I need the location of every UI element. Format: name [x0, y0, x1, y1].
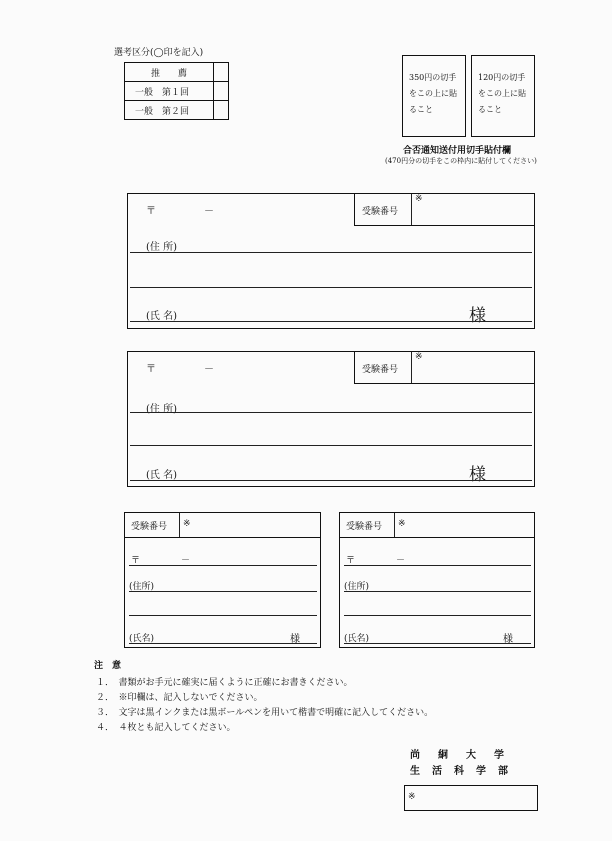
exam-number-mark: ※ — [415, 352, 423, 362]
address-label: (住所) — [129, 582, 155, 592]
address-line[interactable] — [129, 591, 317, 592]
exam-number-field[interactable] — [339, 512, 535, 538]
address-line[interactable] — [130, 252, 532, 253]
office-use-mark: ※ — [408, 792, 416, 802]
address-label-1 — [127, 193, 535, 329]
postal-dash: － — [204, 364, 214, 375]
stamp-caption: 合否通知送付用切手貼付欄 — [403, 146, 512, 156]
notes-item: ２． ※印欄は、記入しないでください。 — [96, 693, 263, 703]
stamp-text: ること — [478, 105, 502, 114]
honorific: 様 — [503, 634, 513, 645]
postal-line[interactable] — [129, 565, 317, 566]
selection-title: 選考区分(◯印を記入) — [114, 48, 204, 58]
name-line[interactable] — [344, 643, 531, 644]
name-label: (氏 名) — [146, 311, 177, 322]
name-line[interactable] — [130, 480, 532, 481]
honorific: 様 — [290, 634, 300, 645]
address-label: (住 所) — [146, 242, 177, 253]
exam-number-field[interactable] — [354, 193, 535, 226]
exam-number-field[interactable] — [354, 351, 535, 384]
postal-dash: － — [396, 556, 406, 566]
notes-item: １． 書類がお手元に確実に届くように正確にお書きください。 — [96, 678, 353, 688]
name-label: (氏 名) — [146, 470, 177, 481]
address-label-4 — [339, 512, 535, 648]
address-line[interactable] — [344, 591, 531, 592]
postal-mark: 〒 — [131, 556, 141, 566]
address-label: (住 所) — [146, 404, 177, 415]
exam-number-label: 受験番号 — [362, 207, 399, 217]
name-line[interactable] — [129, 643, 317, 644]
exam-number-label: 受験番号 — [131, 522, 168, 532]
stamp-text: ること — [409, 105, 433, 114]
stamp-text: をこの上に貼 — [478, 89, 526, 98]
selection-row — [125, 82, 229, 101]
selection-row — [125, 101, 229, 120]
notes-item: ４． ４枚とも記入してください。 — [96, 723, 236, 733]
office-use-box[interactable] — [404, 785, 538, 811]
address-line[interactable] — [130, 445, 532, 446]
selection-mark-cell[interactable] — [214, 82, 229, 101]
selection-table — [124, 62, 229, 120]
name-label: (氏名) — [129, 634, 155, 644]
stamp-text: をこの上に貼 — [409, 89, 457, 98]
selection-label: 推 薦 — [125, 63, 214, 82]
honorific: 様 — [469, 465, 486, 485]
stamp-text: 350円の切手 — [409, 73, 457, 82]
name-line[interactable] — [130, 321, 532, 322]
address-label-2 — [127, 351, 535, 487]
postal-mark: 〒 — [146, 206, 156, 217]
selection-mark-cell[interactable] — [214, 101, 229, 120]
selection-label: 一般 第２回 — [125, 101, 214, 120]
stamp-note: (470円分の切手をこの枠内に貼付してください) — [385, 157, 537, 165]
selection-mark-cell[interactable] — [214, 63, 229, 82]
honorific: 様 — [469, 306, 486, 326]
exam-number-mark: ※ — [183, 519, 191, 529]
address-line[interactable] — [129, 615, 317, 616]
stamp-box-120 — [471, 55, 535, 137]
exam-number-label: 受験番号 — [346, 522, 383, 532]
exam-number-mark: ※ — [415, 194, 423, 204]
name-label: (氏名) — [344, 634, 370, 644]
university-name: 尚絅大学 — [410, 750, 522, 761]
address-label-3 — [124, 512, 321, 648]
exam-number-mark: ※ — [398, 519, 406, 529]
address-line[interactable] — [130, 412, 532, 413]
postal-mark: 〒 — [146, 364, 156, 375]
notes-title: 注 意 — [94, 661, 122, 671]
postal-dash: － — [204, 206, 214, 217]
stamp-text: 120円の切手 — [478, 73, 526, 82]
postal-line[interactable] — [344, 565, 531, 566]
exam-number-field[interactable] — [124, 512, 321, 538]
address-line[interactable] — [344, 615, 531, 616]
exam-number-label: 受験番号 — [362, 365, 399, 375]
address-label: (住所) — [344, 582, 370, 592]
postal-dash: － — [181, 556, 191, 566]
selection-row — [125, 63, 229, 82]
selection-label: 一般 第１回 — [125, 82, 214, 101]
faculty-name: 生活科学部 — [410, 766, 520, 777]
stamp-box-350 — [402, 55, 466, 137]
postal-mark: 〒 — [346, 556, 356, 566]
address-line[interactable] — [130, 287, 532, 288]
notes-item: ３． 文字は黒インクまたは黒ボールペンを用いて楷書で明確に記入してください。 — [96, 708, 434, 718]
